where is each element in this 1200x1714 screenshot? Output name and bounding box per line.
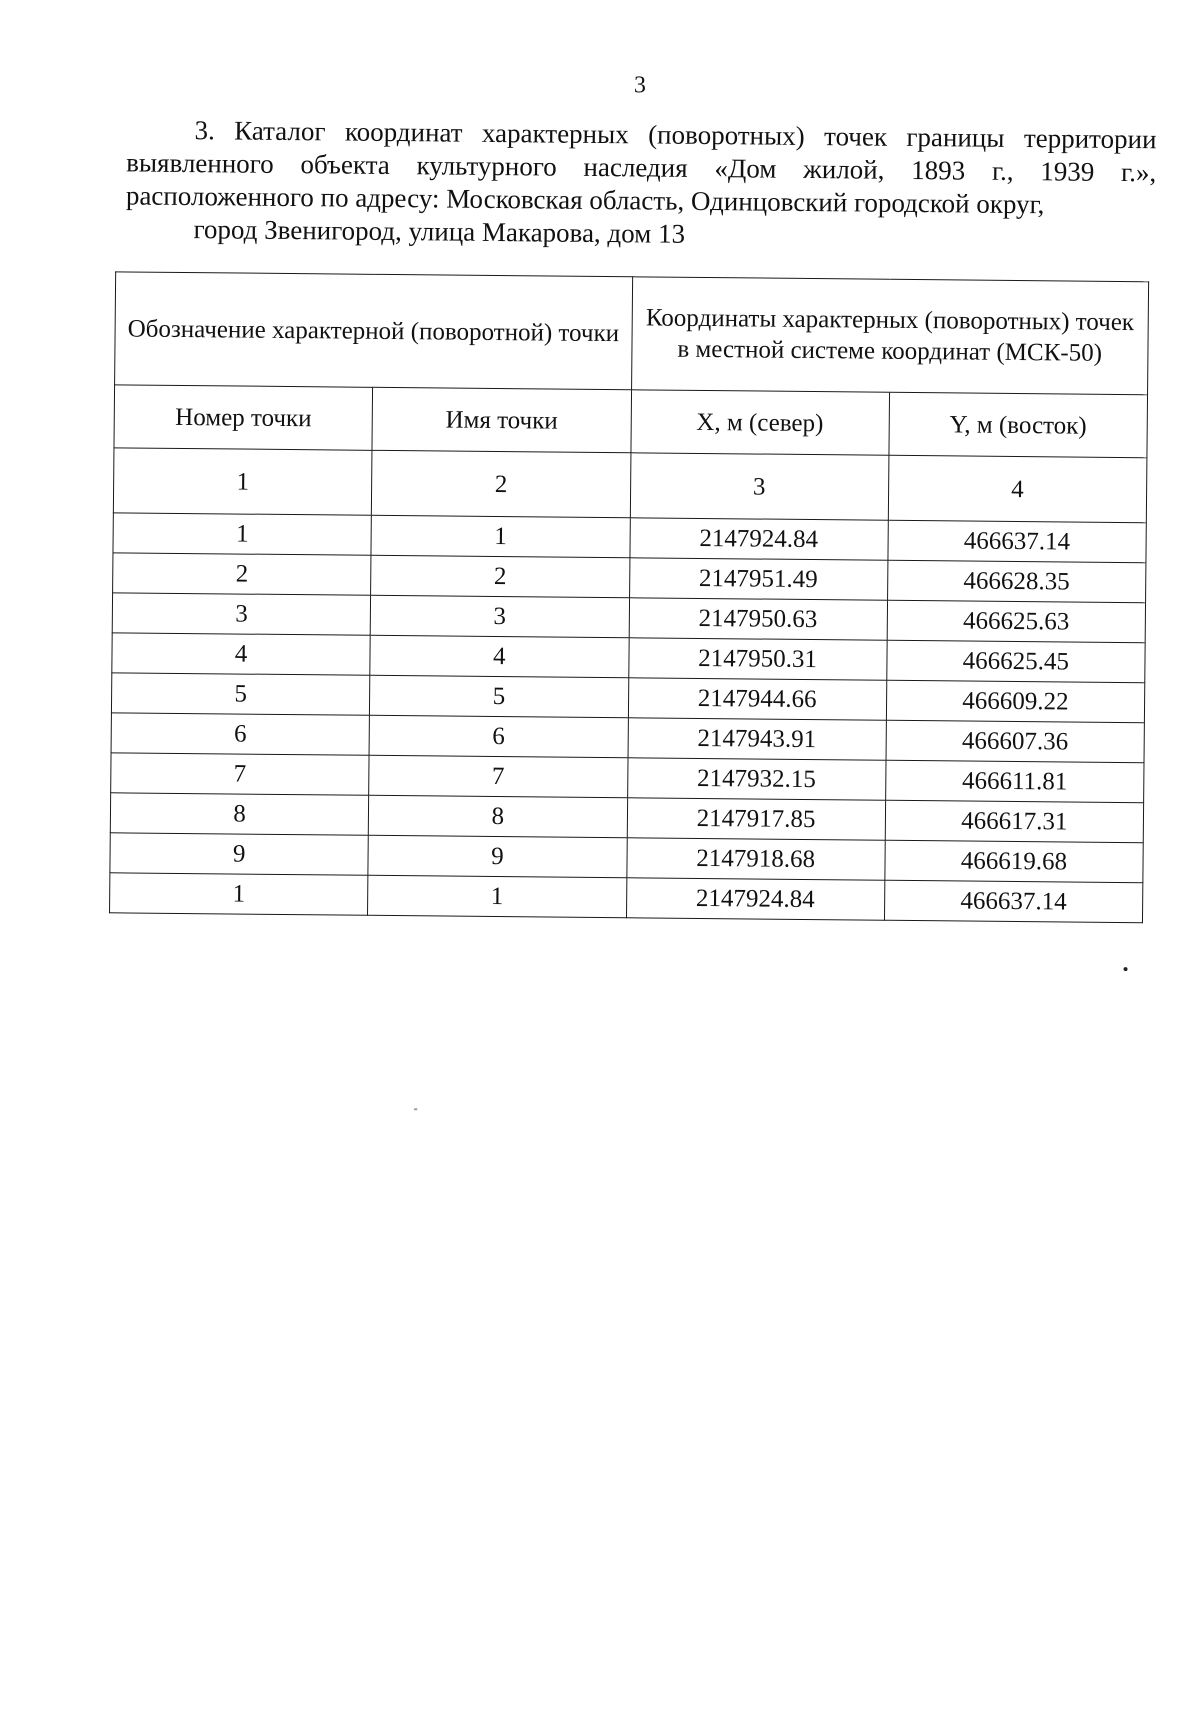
point-number-cell: 7	[111, 753, 370, 795]
y-coordinate-cell: 466617.31	[885, 800, 1144, 842]
col-index: 3	[630, 453, 889, 520]
point-number-cell: 1	[113, 513, 372, 555]
col-index: 2	[372, 450, 631, 517]
x-coordinate-cell: 2147943.91	[628, 718, 887, 760]
y-coordinate-cell: 466611.81	[885, 760, 1144, 802]
table-row	[110, 873, 1143, 923]
point-number-cell: 5	[111, 673, 370, 715]
point-number-cell: 3	[112, 593, 371, 635]
scan-speck	[414, 1108, 417, 1110]
x-coordinate-cell: 2147924.84	[629, 518, 888, 560]
header-coordinates: Координаты характерных (поворотных) точек в местной системе координат (МСК-50)	[631, 277, 1149, 395]
point-number-cell: 9	[110, 833, 369, 875]
point-number-cell: 8	[110, 793, 369, 835]
col-header-point-name: Имя точки	[372, 387, 631, 452]
point-number-cell: 2	[113, 553, 372, 595]
point-name-cell: 2	[371, 555, 630, 597]
y-coordinate-cell: 466637.14	[884, 880, 1143, 922]
y-coordinate-cell: 466607.36	[886, 720, 1145, 762]
col-header-x: X, м (север)	[630, 390, 889, 455]
coordinates-table	[109, 271, 1149, 923]
header-designation: Обозначение характерной (поворотной) точки	[115, 272, 633, 390]
table-column-index-row	[113, 448, 1147, 523]
x-coordinate-cell: 2147950.63	[629, 598, 888, 640]
point-name-cell: 4	[370, 635, 629, 677]
x-coordinate-cell: 2147944.66	[628, 678, 887, 720]
x-coordinate-cell: 2147932.15	[627, 758, 886, 800]
scan-speck	[1124, 967, 1128, 971]
point-number-cell: 1	[110, 873, 369, 915]
point-name-cell: 1	[371, 515, 630, 557]
col-header-point-number: Номер точки	[114, 385, 373, 450]
col-index: 1	[113, 448, 372, 515]
point-name-cell: 1	[368, 875, 627, 917]
point-number-cell: 6	[111, 713, 370, 755]
point-name-cell: 7	[369, 755, 628, 797]
y-coordinate-cell: 466625.63	[887, 600, 1146, 642]
page-number: 3	[633, 72, 647, 99]
col-header-y: Y, м (восток)	[889, 392, 1148, 457]
y-coordinate-cell: 466609.22	[886, 680, 1145, 722]
col-index: 4	[888, 455, 1147, 522]
heading-address-line: город Звенигород, улица Макарова, дом 13	[193, 214, 686, 249]
x-coordinate-cell: 2147951.49	[629, 558, 888, 600]
point-name-cell: 8	[369, 795, 628, 837]
y-coordinate-cell: 466625.45	[887, 640, 1146, 682]
x-coordinate-cell: 2147950.31	[628, 638, 887, 680]
point-name-cell: 9	[368, 835, 627, 877]
point-name-cell: 3	[370, 595, 629, 637]
x-coordinate-cell: 2147924.84	[626, 878, 885, 920]
catalog-heading	[125, 113, 1156, 255]
point-number-cell: 4	[112, 633, 371, 675]
heading-text: 3. Каталог координат характерных (поворотных) точек границы территории выявленного объекта культурного наследия «Дом жилой, 1893 г., 1939 г.», расположенного по адресу: Московская область, Одинцовский городской округ,	[125, 115, 1157, 220]
point-name-cell: 6	[369, 715, 628, 757]
x-coordinate-cell: 2147918.68	[626, 838, 885, 880]
x-coordinate-cell: 2147917.85	[627, 798, 886, 840]
y-coordinate-cell: 466628.35	[887, 560, 1146, 602]
table-subheader-row	[114, 385, 1148, 458]
y-coordinate-cell: 466637.14	[888, 520, 1147, 562]
table-header-row	[115, 272, 1149, 395]
point-name-cell: 5	[370, 675, 629, 717]
y-coordinate-cell: 466619.68	[885, 840, 1144, 882]
